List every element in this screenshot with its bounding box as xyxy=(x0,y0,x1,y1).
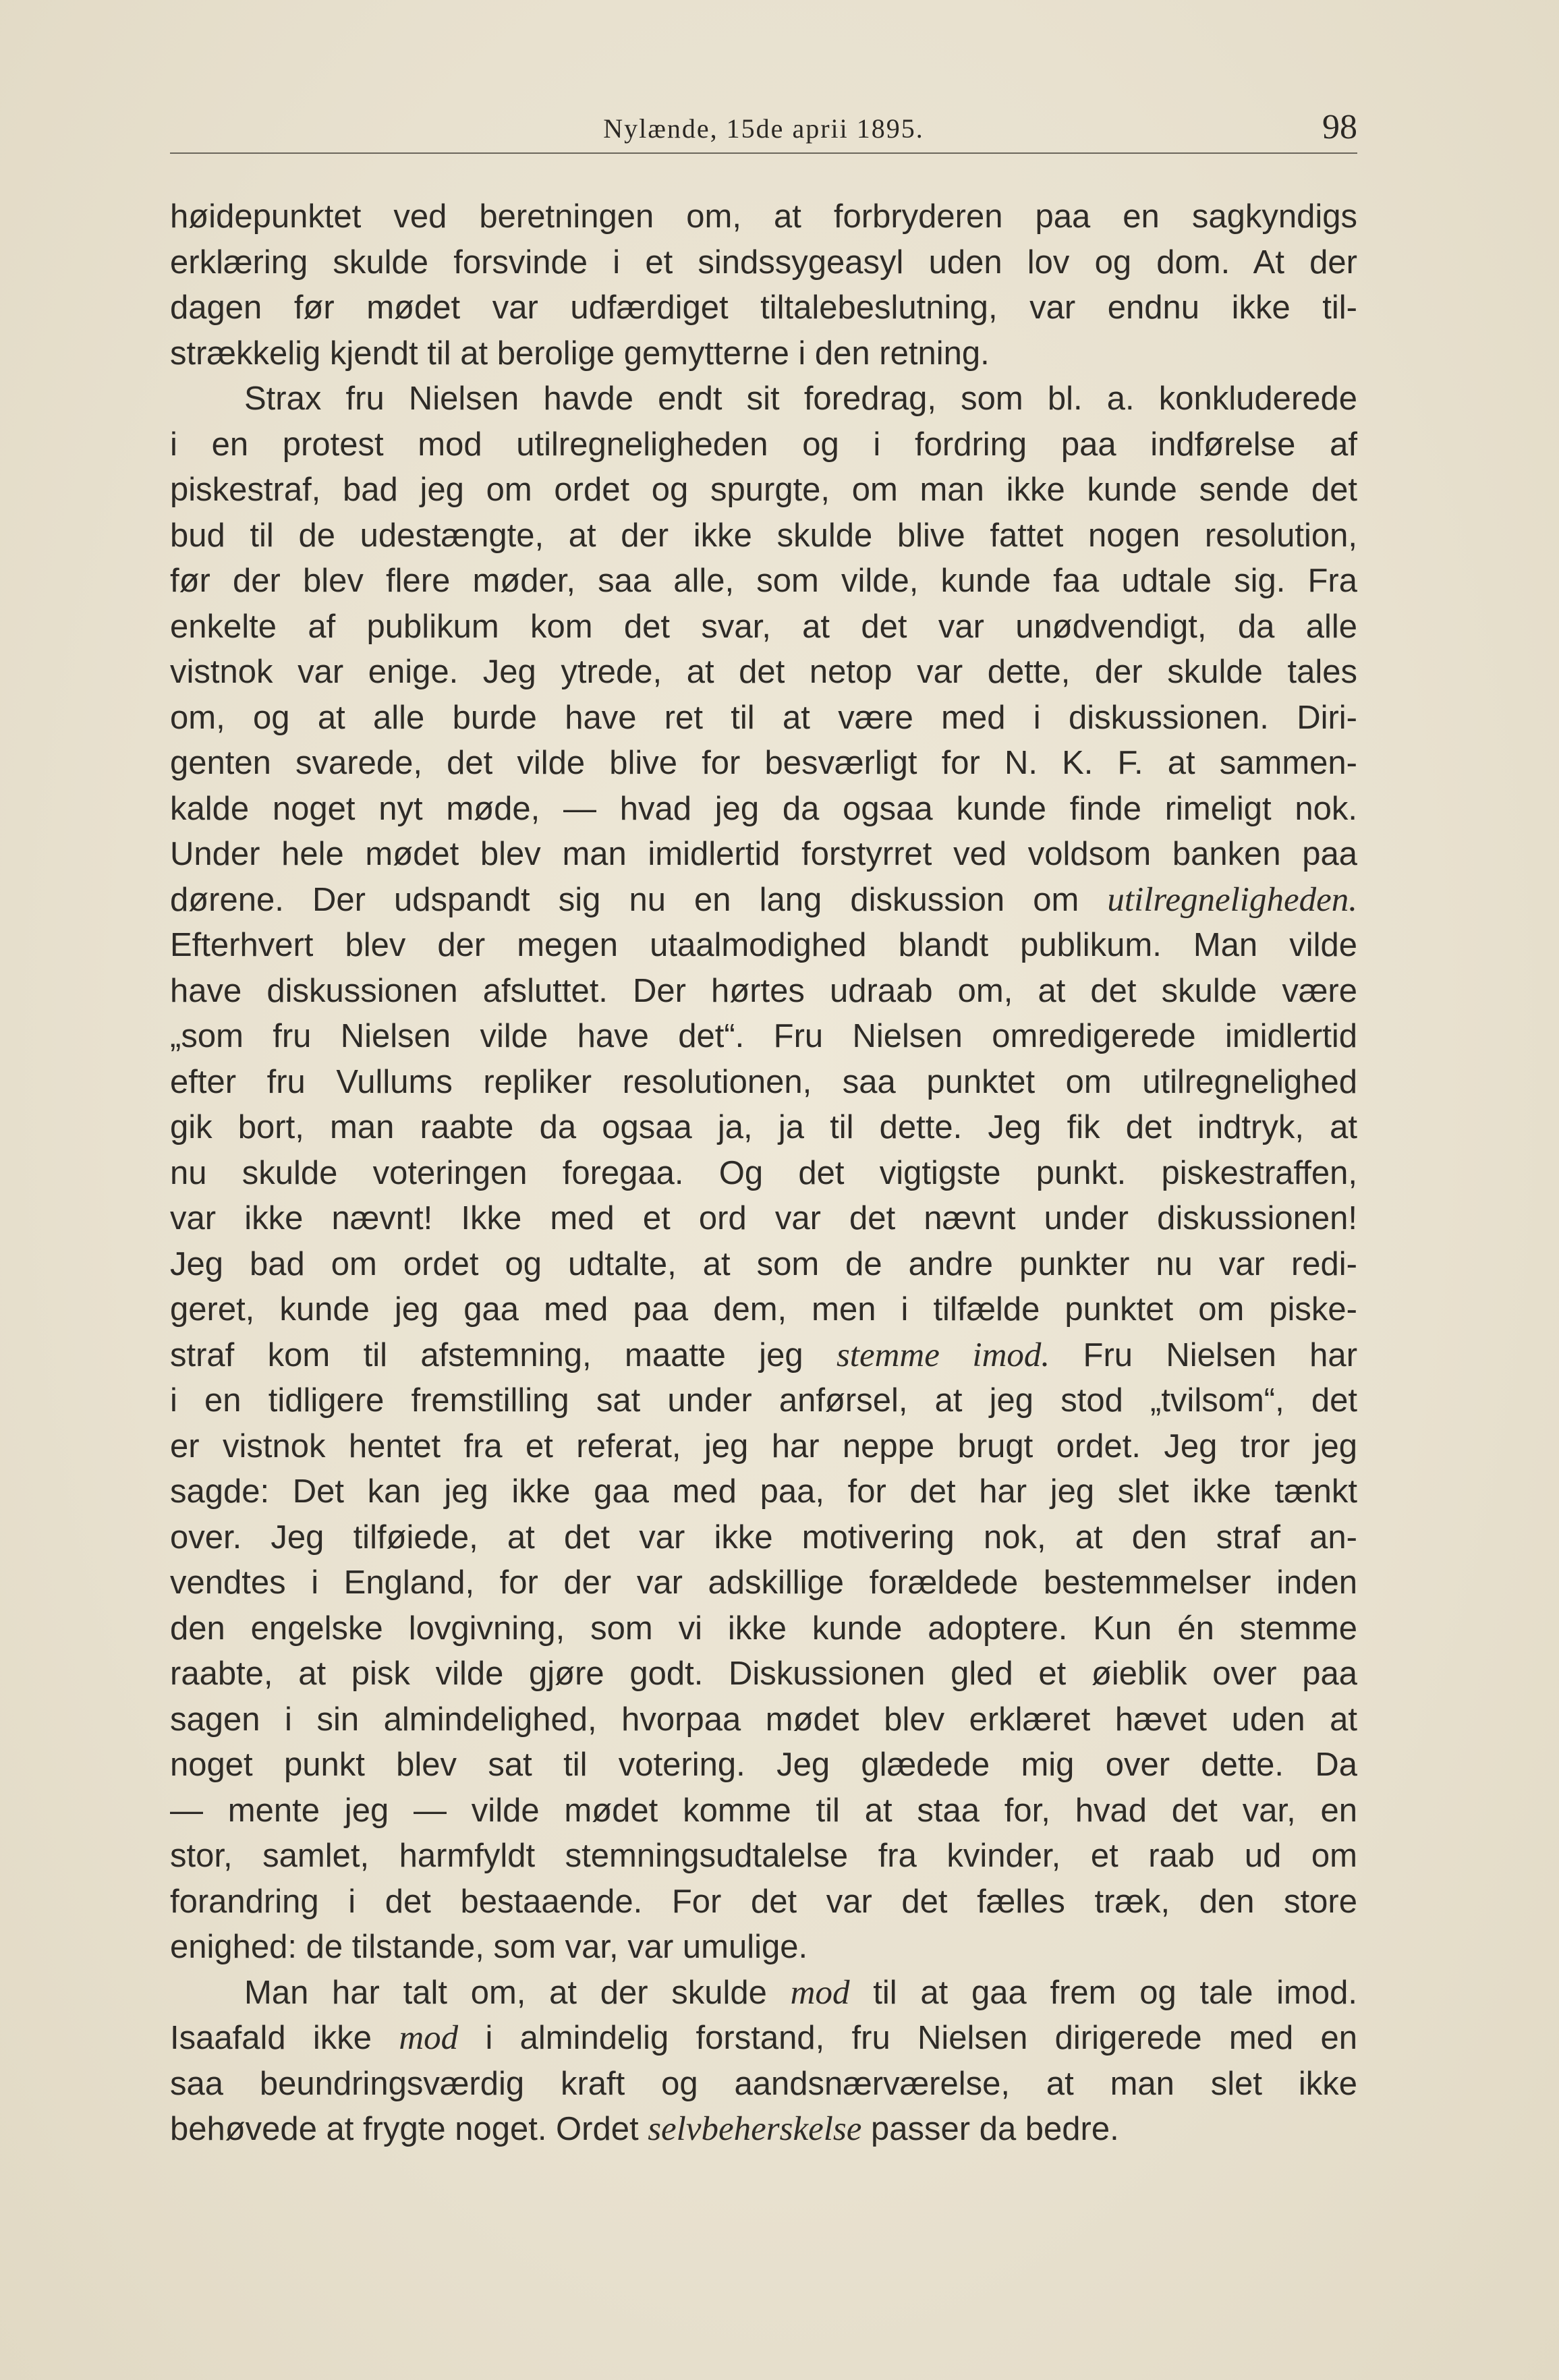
text-line: raabte, at pisk vilde gjøre godt. Diskussionen gled et øieblik over paa xyxy=(170,1655,1357,1692)
text-line: strækkelig kjendt til at berolige gemytterne i den retning. xyxy=(170,335,990,372)
line-segment: straf kom til afstemning, maatte jeg xyxy=(170,1336,837,1373)
emphasis-text: mod xyxy=(790,1973,850,2012)
text-line: forandring i det bestaaende. For det var det fælles træk, den store xyxy=(170,1883,1357,1920)
emphasis-text: stemme imod. xyxy=(836,1336,1050,1374)
text-line: om, og at alle burde have ret til at være med i diskussionen. Diri- xyxy=(170,699,1357,736)
text-line: nu skulde voteringen foregaa. Og det vigtigste punkt. piskestraffen, xyxy=(170,1154,1357,1191)
text-line: var ikke nævnt! Ikke med et ord var det nævnt under diskussionen! xyxy=(170,1200,1357,1237)
line-segment: Fru Nielsen har xyxy=(1050,1336,1358,1373)
text-line xyxy=(170,1971,1357,2016)
text-line: høidepunktet ved beretningen om, at forbryderen paa en sagkyndigs xyxy=(170,198,1357,235)
text-line: sagen i sin almindelighed, hvorpaa mødet blev erklæret hævet uden at xyxy=(170,1701,1357,1738)
text-line: stor, samlet, harmfyldt stemningsudtalelse fra kvinder, et raab ud om xyxy=(170,1838,1357,1874)
text-line xyxy=(170,2107,1357,2153)
line-segment: Man har talt om, at der skulde xyxy=(244,1974,791,2011)
text-line xyxy=(170,878,1357,924)
text-line: Jeg bad om ordet og udtalte, at som de andre punkter nu var redi- xyxy=(170,1245,1357,1282)
emphasis-text: utilregneligheden. xyxy=(1107,880,1357,919)
emphasis-text: selvbeherskelse xyxy=(648,2110,862,2148)
text-line xyxy=(170,1333,1357,1379)
line-segment: dørene. Der udspandt sig nu en lang diskussion om xyxy=(170,881,1108,918)
text-line: Efterhvert blev der megen utaalmodighed blandt publikum. Man vilde xyxy=(170,927,1357,963)
text-line: vendtes i England, for der var adskillige forældede bestemmelser inden xyxy=(170,1564,1357,1601)
header-rule xyxy=(170,152,1357,154)
text-line: noget punkt blev sat til votering. Jeg glædede mig over dette. Da xyxy=(170,1747,1357,1783)
running-head: Nylænde, 15de aprii 1895. xyxy=(603,113,924,144)
emphasis-text: mod xyxy=(399,2019,459,2057)
text-line: er vistnok hentet fra et referat, jeg har neppe brugt ordet. Jeg tror jeg xyxy=(170,1427,1357,1465)
text-line: over. Jeg tilføiede, at det var ikke motivering nok, at den straf an- xyxy=(170,1519,1357,1556)
text-line: Strax fru Nielsen havde endt sit foredrag, som bl. a. konkluderede xyxy=(244,380,1357,417)
text-line: i en tidligere fremstilling sat under anførsel, at jeg stod „tvilsom“, det xyxy=(170,1382,1357,1419)
line-segment: passer da bedre. xyxy=(861,2111,1119,2147)
line-segment: til at gaa frem og tale imod. xyxy=(849,1974,1357,2011)
body-text xyxy=(170,194,1357,2153)
text-line: erklæring skulde forsvinde i et sindssygeasyl uden lov og dom. At der xyxy=(170,244,1357,281)
line-segment: i almindelig forstand, fru Nielsen dirigerede med en xyxy=(458,2020,1357,2056)
text-line: geret, kunde jeg gaa med paa dem, men i tilfælde punktet om piske- xyxy=(170,1291,1357,1328)
text-line: i en protest mod utilregneligheden og i fordring paa indførelse af xyxy=(170,426,1357,463)
text-line: bud til de udestængte, at der ikke skulde blive fattet nogen resolution, xyxy=(170,517,1357,554)
text-line: gik bort, man raabte da ogsaa ja, ja til dette. Jeg fik det indtryk, at xyxy=(170,1109,1357,1145)
text-line: sagde: Det kan jeg ikke gaa med paa, for det har jeg slet ikke tænkt xyxy=(170,1473,1357,1510)
text-line: „som fru Nielsen vilde have det“. Fru Nielsen omredigerede imidlertid xyxy=(170,1018,1357,1054)
page-header xyxy=(170,105,1357,152)
text-line: kalde noget nyt møde, — hvad jeg da ogsaa kunde finde rimeligt nok. xyxy=(170,790,1357,827)
text-line: enighed: de tilstande, som var, var umulige. xyxy=(170,1929,808,1965)
line-segment: Isaafald ikke xyxy=(170,2020,399,2056)
page-number: 98 xyxy=(1322,108,1357,146)
text-line: den engelske lovgivning, som vi ikke kunde adoptere. Kun én stemme xyxy=(170,1610,1357,1647)
text-line: saa beundringsværdig kraft og aandsnærværelse, at man slet ikke xyxy=(170,2065,1357,2102)
text-line: dagen før mødet var udfærdiget tiltalebeslutning, var endnu ikke til- xyxy=(170,289,1357,326)
text-line: før der blev flere møder, saa alle, som vilde, kunde faa udtale sig. Fra xyxy=(170,563,1357,599)
text-line: Under hele mødet blev man imidlertid forstyrret ved voldsom banken paa xyxy=(170,836,1357,872)
text-line xyxy=(170,2016,1357,2062)
text-line: efter fru Vullums repliker resolutionen, saa punktet om utilregnelighed xyxy=(170,1063,1357,1100)
text-line: vistnok var enige. Jeg ytrede, at det netop var dette, der skulde tales xyxy=(170,654,1357,690)
text-line: — mente jeg — vilde mødet komme til at staa for, hvad det var, en xyxy=(170,1792,1357,1829)
line-segment: behøvede at frygte noget. Ordet xyxy=(170,2111,648,2147)
text-line: genten svarede, det vilde blive for besværligt for N. K. F. at sammen- xyxy=(170,745,1357,781)
text-line: piskestraf, bad jeg om ordet og spurgte, om man ikke kunde sende det xyxy=(170,472,1357,508)
text-line: have diskussionen afsluttet. Der hørtes udraab om, at det skulde være xyxy=(170,972,1357,1009)
text-line: enkelte af publikum kom det svar, at det var unødvendigt, da alle xyxy=(170,608,1357,645)
